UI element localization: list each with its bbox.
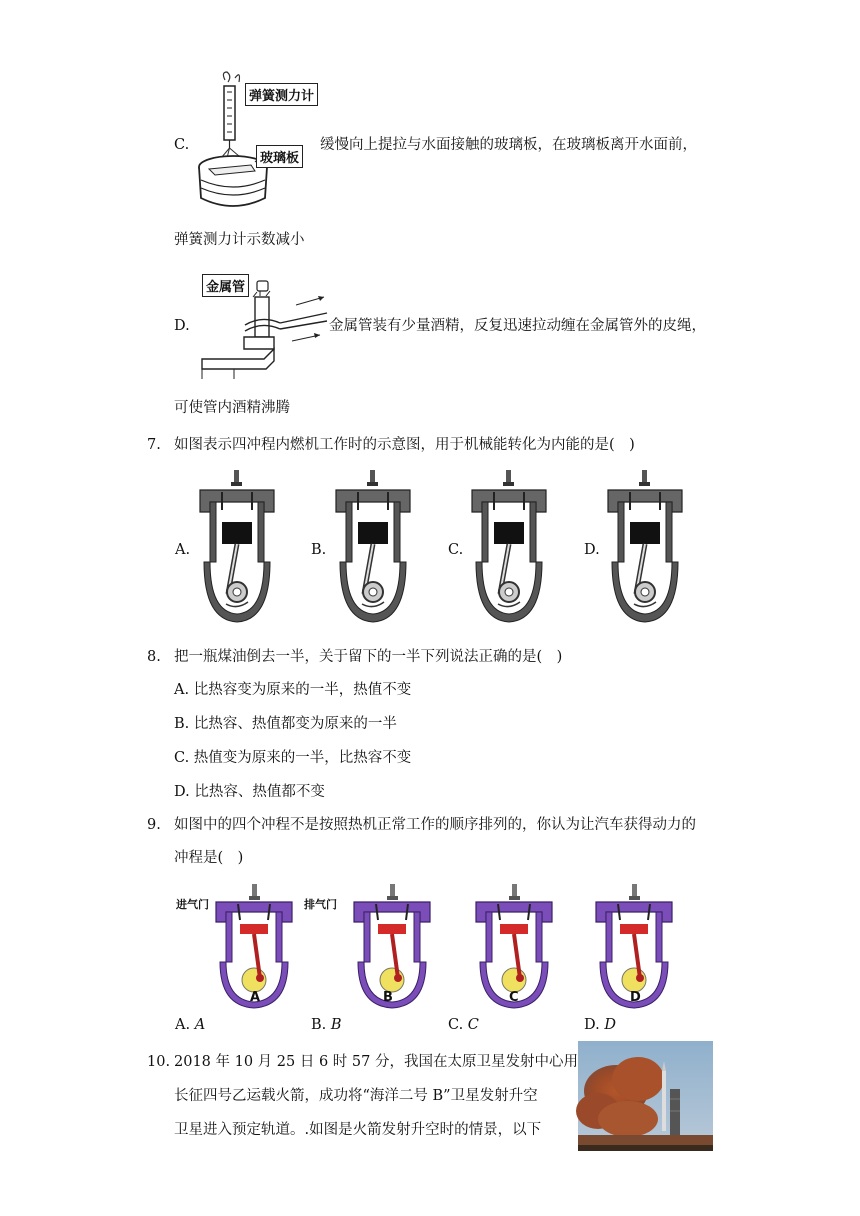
q7-option-d-letter: D. [584,542,600,558]
rocket-launch-photo [578,1041,713,1151]
intake-valve-label: 进气门 [176,898,209,911]
q7-engine-diagram-b [334,470,414,630]
q10-line3: 卫星进入预定轨道。.如图是火箭发射升空时的情景，以下 [174,1122,542,1138]
metal-tube-label: 金属管 [202,274,249,297]
q8-stem: 把一瓶煤油倒去一半，关于留下的一半下列说法正确的是( ) [174,649,563,665]
q7-option-a-letter: A. [175,542,191,558]
q6-option-d-text-line1: 金属管装有少量酒精，反复迅速拉动缠在金属管外的皮绳， [329,318,706,334]
q7-stem: 如图表示四冲程内燃机工作时的示意图，用于机械能转化为内能的是( ) [174,437,635,453]
q8-number: 8. [147,649,161,665]
q9-option-b: B. B [311,1017,342,1033]
q9-figure-letter-d: D [630,990,641,1005]
q9-engine-diagram-b [352,884,436,1014]
q6-option-c-text-line1: 缓慢向上提拉与水面接触的玻璃板，在玻璃板离开水面前， [320,137,697,153]
q7-engine-diagram-d [606,470,686,630]
q7-engine-diagram-c [470,470,550,630]
q9-option-c: C. C [448,1017,479,1033]
q6-option-c-text-line2: 弹簧测力计示数减小 [174,232,305,248]
q9-number: 9. [147,817,161,833]
q9-option-d: D. D [584,1017,616,1033]
q9-stem-line1: 如图中的四个冲程不是按照热机正常工作的顺序排列的，你认为让汽车获得动力的 [174,817,696,833]
q8-option-b: B. 比热容、热值都变为原来的一半 [174,716,397,732]
q7-option-b-letter: B. [311,542,327,558]
q9-stem-line2: 冲程是( ) [174,850,244,866]
q10-number: 10. [147,1054,171,1070]
q7-number: 7. [147,437,161,453]
q9-figure-letter-a: A [250,990,261,1005]
q10-line2: 长征四号乙运载火箭，成功将“海洋二号 B”卫星发射升空 [174,1088,538,1104]
q9-option-a: A. A [175,1017,206,1033]
q8-option-d: D. 比热容、热值都不变 [174,784,325,800]
glass-plate-label: 玻璃板 [256,145,303,168]
q6-option-d-letter: D. [174,318,190,334]
q10-line1: 2018 年 10 月 25 日 6 时 57 分，我国在太原卫星发射中心用 [174,1054,578,1070]
q8-option-a: A. 比热容变为原来的一半，热值不变 [174,682,412,698]
spring-scale-label: 弹簧测力计 [245,83,318,106]
exhaust-valve-label: 排气门 [304,898,337,911]
q9-figure-letter-c: C [509,990,519,1005]
q7-option-c-letter: C. [448,542,464,558]
q9-figure-letter-b: B [383,990,393,1005]
q8-option-c: C. 热值变为原来的一半，比热容不变 [174,750,412,766]
q6-option-c-letter: C. [174,137,190,153]
q6-option-d-text-line2: 可使管内酒精沸腾 [174,400,290,416]
q7-engine-diagram-a [198,470,278,630]
